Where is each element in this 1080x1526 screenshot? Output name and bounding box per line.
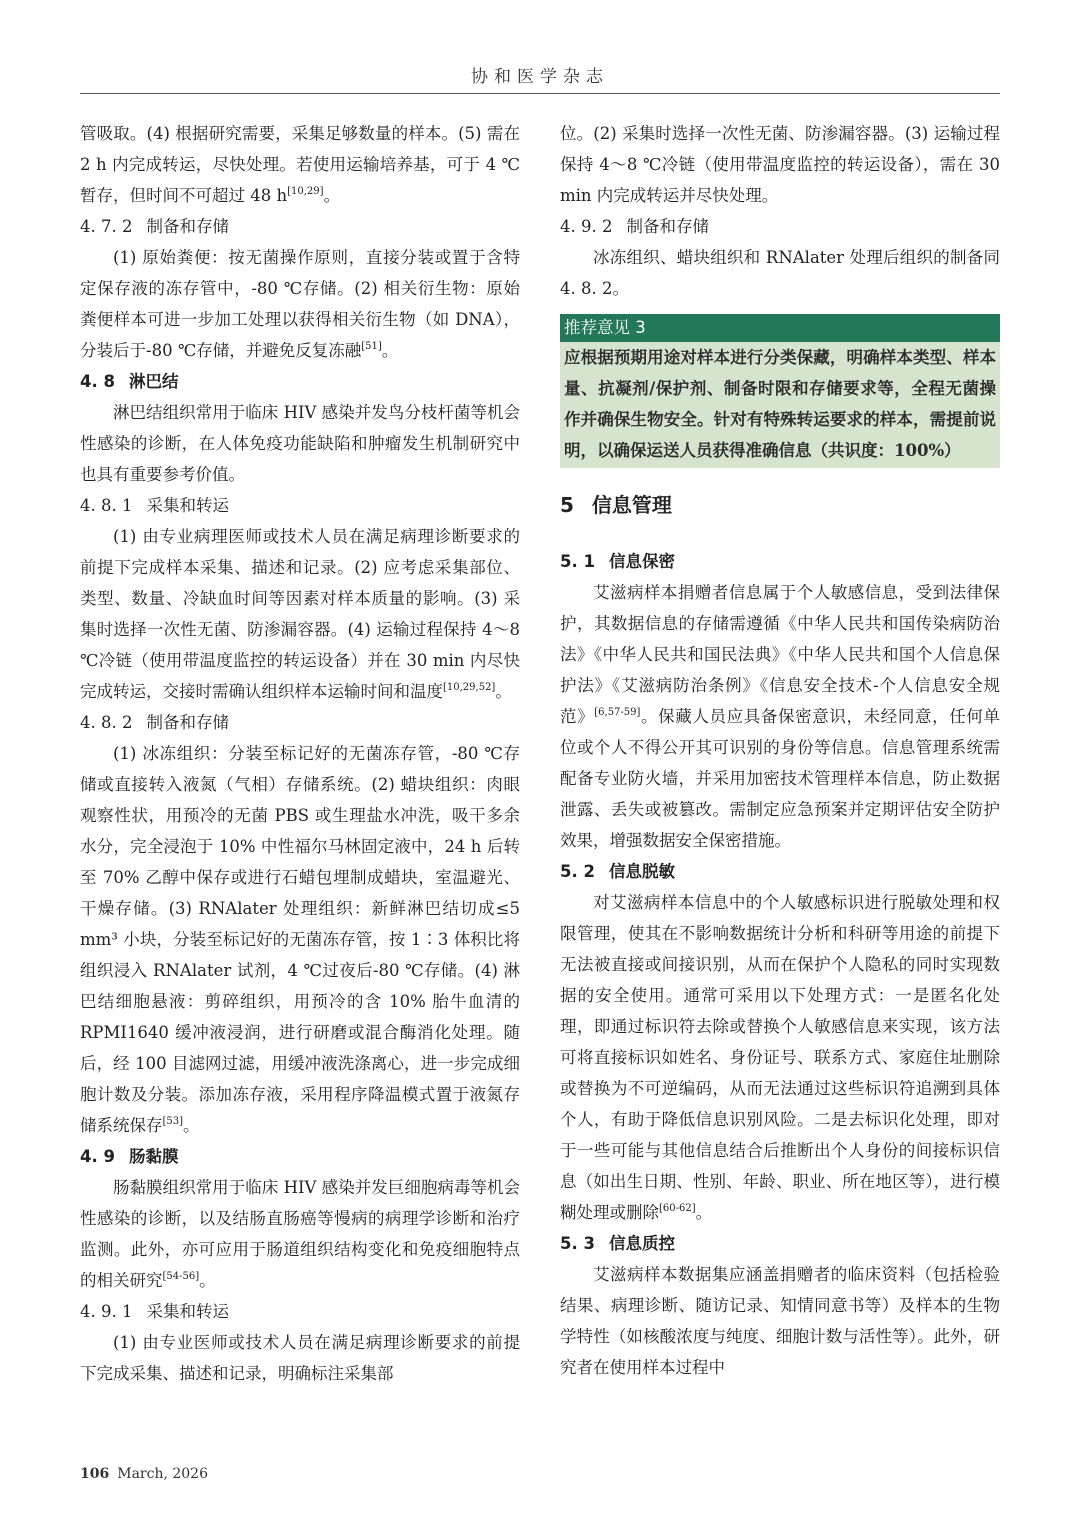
paragraph: (1) 原始粪便：按无菌操作原则，直接分装或置于含特定保存液的冻存管中，-80 ℃存储。(2) 相关衍生物：原始粪便样本可进一步加工处理以获得相关衍生物（如 DNA），分装后于-80 ℃存储，并避免反复冻融[51]。	[80, 248, 520, 360]
section-heading: 4. 8 淋巴结	[80, 372, 179, 391]
page-number: 106	[80, 1466, 110, 1482]
paragraph: 冰冻组织、蜡块组织和 RNAlater 处理后组织的制备同 4. 8. 2。	[560, 248, 1000, 298]
section-heading: 4. 9 肠黏膜	[80, 1147, 179, 1166]
recommendation-title: 推荐意见 3	[560, 314, 1000, 342]
paragraph: 淋巴结组织常用于临床 HIV 感染并发鸟分枝杆菌等机会性感染的诊断，在人体免疫功能缺陷和肿瘤发生机制研究中也具有重要参考价值。	[80, 403, 520, 484]
citation: [6,57-59]	[594, 707, 641, 718]
issue-date: March, 2026	[117, 1466, 208, 1482]
journal-title: 协和医学杂志	[471, 67, 609, 87]
section-heading: 5. 3 信息质控	[560, 1234, 675, 1253]
paragraph: 艾滋病样本数据集应涵盖捐赠者的临床资料（包括检验结果、病理诊断、随访记录、知情同意书等）及样本的生物学特性（如核酸浓度与纯度、细胞计数与活性等）。此外，研究者在使用样本过程中	[560, 1265, 1000, 1377]
citation: [54-56]	[162, 1271, 200, 1282]
chapter-heading: 5 信息管理	[560, 493, 672, 517]
paragraph: 位。(2) 采集时选择一次性无菌、防渗漏容器。(3) 运输过程保持 4～8 ℃冷链（使用带温度监控的转运设备），需在 30 min 内完成转运并尽快处理。	[560, 124, 1000, 205]
right-column	[560, 118, 1000, 1383]
left-column	[80, 118, 520, 1389]
citation: [10,29,52]	[443, 682, 496, 693]
paragraph: 管吸取。(4) 根据研究需要，采集足够数量的样本。(5) 需在 2 h 内完成转运，尽快处理。若使用运输培养基，可于 4 ℃暂存，但时间不可超过 48 h[10,29]。	[80, 124, 520, 205]
citation: [53]	[162, 1116, 184, 1127]
section-heading: 4. 7. 2 制备和存储	[80, 217, 229, 236]
citation: [10,29]	[287, 186, 324, 197]
section-heading: 4. 9. 2 制备和存储	[560, 217, 709, 236]
recommendation-box	[560, 314, 1000, 468]
paragraph: 艾滋病样本捐赠者信息属于个人敏感信息，受到法律保护，其数据信息的存储需遵循《中华人民共和国传染病防治法》《中华人民共和国民法典》《中华人民共和国个人信息保护法》《艾滋病防治条例》《信息安全技术-个人信息安全规范》[6,57-59]。保藏人员应具备保密意识，未经同意，任何单位或个人不得公开其可识别的身份等信息。信息管理系统需配备专业防火墙，并采用加密技术管理样本信息，防止数据泄露、丢失或被篡改。需制定应急预案并定期评估安全防护效果，增强数据安全保密措施。	[560, 583, 1001, 850]
section-heading: 4. 9. 1 采集和转运	[80, 1302, 229, 1321]
section-heading: 4. 8. 1 采集和转运	[80, 496, 229, 515]
citation: [60-62]	[659, 1203, 696, 1214]
paragraph: (1) 由专业病理医师或技术人员在满足病理诊断要求的前提下完成样本采集、描述和记录。(2) 应考虑采集部位、类型、数量、冷缺血时间等因素对样本质量的影响。(3) 采集时选择一次性无菌、防渗漏容器。(4) 运输过程保持 4～8 ℃冷链（使用带温度监控的转运设备）并在 30 min 内尽快完成转运，交接时需确认组织样本运输时间和温度[10,29,52]。	[80, 527, 520, 701]
section-heading: 5. 1 信息保密	[560, 552, 675, 571]
page-footer	[80, 1466, 208, 1482]
paragraph: 对艾滋病样本信息中的个人敏感标识进行脱敏处理和权限管理，使其在不影响数据统计分析和科研等用途的前提下无法被直接或间接识别，从而在保护个人隐私的同时实现数据的安全使用。通常可采用以下处理方式：一是匿名化处理，即通过标识符去除或替换个人敏感信息来实现，该方法可将直接标识如姓名、身份证号、联系方式、家庭住址删除或替换为不可逆编码，从而无法通过这些标识符追溯到具体个人，有助于降低信息识别风险。二是去标识化处理，即对于一些可能与其他信息结合后推断出个人身份的间接标识信息（如出生日期、性别、年龄、职业、所在地区等），进行模糊处理或删除[60-62]。	[560, 893, 1000, 1222]
section-heading: 4. 8. 2 制备和存储	[80, 713, 229, 732]
paragraph: (1) 冰冻组织：分装至标记好的无菌冻存管，-80 ℃存储或直接转入液氮（气相）存储系统。(2) 蜡块组织：肉眼观察性状，用预冷的无菌 PBS 或生理盐水冲洗，吸干多余水分，完全浸泡于 10% 中性福尔马林固定液中，24 h 后转至 70% 乙醇中保存或进行石蜡包埋制成蜡块，室温避光、干燥存储。(3) RNAlater 处理组织：新鲜淋巴结切成≤5 mm³ 小块，分装至标记好的无菌冻存管，按 1∶3 体积比将组织浸入 RNAlater 试剂，4 ℃过夜后-80 ℃存储。(4) 淋巴结细胞悬液：剪碎组织，用预冷的含 10% 胎牛血清的 RPMI1640 缓冲液浸润，进行研磨或混合酶消化处理。随后，经 100 目滤网过滤，用缓冲液洗涤离心，进一步完成细胞计数及分装。添加冻存液，采用程序降温模式置于液氮存储系统保存[53]。	[80, 744, 520, 1135]
section-heading: 5. 2 信息脱敏	[560, 862, 675, 881]
recommendation-body: 应根据预期用途对样本进行分类保藏，明确样本类型、样本量、抗凝剂/保护剂、制备时限和存储要求等，全程无菌操作并确保生物安全。针对有特殊转运要求的样本，需提前说明，以确保运送人员获得准确信息（共识度：100%）	[564, 348, 996, 460]
citation: [51]	[361, 341, 382, 352]
paragraph: 肠黏膜组织常用于临床 HIV 感染并发巨细胞病毒等机会性感染的诊断，以及结肠直肠癌等慢病的病理学诊断和治疗监测。此外，亦可应用于肠道组织结构变化和免疫细胞特点的相关研究[54-56]。	[80, 1178, 520, 1290]
paragraph: (1) 由专业医师或技术人员在满足病理诊断要求的前提下完成采集、描述和记录，明确标注采集部	[80, 1333, 520, 1383]
header-rule	[80, 93, 1000, 94]
